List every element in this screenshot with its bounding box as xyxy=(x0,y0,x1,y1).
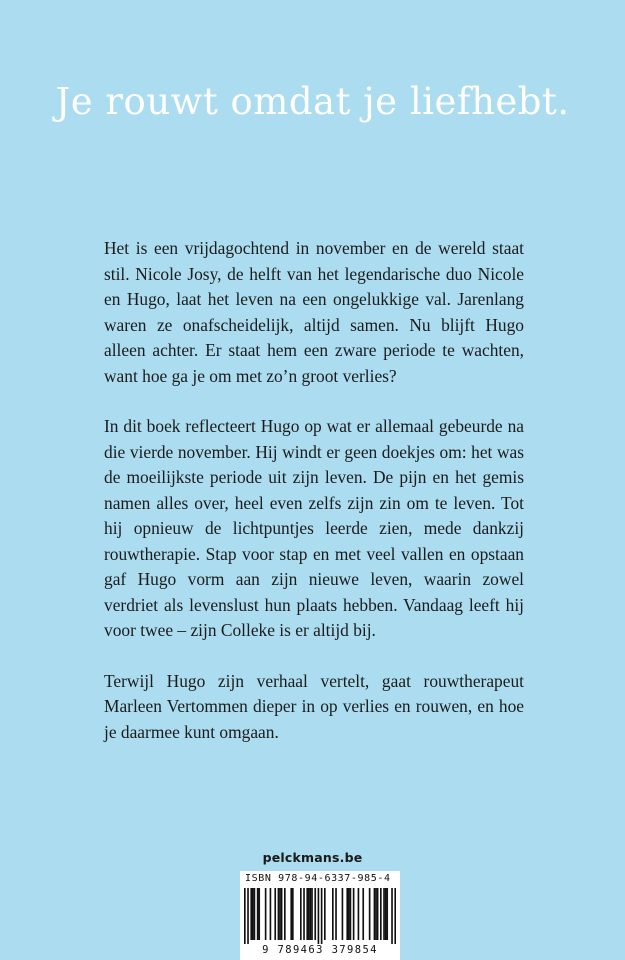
barcode-bar xyxy=(274,888,276,940)
headline: Je rouwt omdat je liefhebt. xyxy=(55,80,570,123)
barcode-bar xyxy=(386,888,388,940)
barcode-bar xyxy=(270,888,272,940)
barcode-bar xyxy=(281,888,283,940)
barcode-icon xyxy=(244,888,396,944)
barcode-bar xyxy=(362,888,364,940)
barcode-bar xyxy=(252,888,254,940)
barcode-bar xyxy=(369,888,371,940)
barcode-bar xyxy=(279,888,281,940)
barcode-bar xyxy=(278,888,280,940)
barcode-bar xyxy=(391,888,393,944)
barcode-bar xyxy=(284,888,286,940)
barcode-bar xyxy=(254,888,256,940)
barcode-bar xyxy=(380,888,382,940)
barcode-bar xyxy=(244,888,246,944)
barcode-bar xyxy=(303,888,305,940)
barcode-bar xyxy=(306,888,308,940)
barcode-bar xyxy=(374,888,376,940)
blurb-paragraph-3: Terwijl Hugo zijn verhaal vertelt, gaat rouwtherapeut Marleen Vertommen dieper in op verlies en rouwen, en hoe je daarmee kunt omgaan. xyxy=(104,670,524,742)
barcode-bar xyxy=(335,888,337,940)
barcode-bar xyxy=(394,888,396,944)
barcode-bar xyxy=(308,888,310,940)
barcode-bar xyxy=(314,888,316,940)
publisher-url: pelckmans.be xyxy=(262,850,363,865)
barcode-bar xyxy=(250,888,252,940)
barcode-bar xyxy=(258,888,260,940)
barcode-bar xyxy=(292,888,294,940)
barcode-bar xyxy=(310,888,312,940)
barcode-bar xyxy=(300,888,302,940)
barcode-bar xyxy=(318,888,320,944)
barcode-bar xyxy=(257,888,259,940)
barcode-bar xyxy=(348,888,350,940)
barcode-bar xyxy=(350,888,352,940)
barcode-bar xyxy=(265,888,267,940)
barcode-bar xyxy=(346,888,348,940)
blurb-text xyxy=(104,236,524,745)
barcode-bar xyxy=(247,888,249,944)
barcode-bar xyxy=(342,888,344,940)
barcode-bar xyxy=(311,888,313,940)
blurb-paragraph-1: Het is een vrijdagochtend in november en de wereld staat stil. Nicole Josy, de helft van het legendarische duo Nicole en Hugo, laat het leven na een ongelukkige val. Jarenlang waren ze onafscheidelijk, altijd samen. Nu blijft Hugo alleen achter. Er staat hem een zware periode te wachten, want hoe ga je om met zo’n groot verlies? xyxy=(104,238,524,386)
barcode-bar xyxy=(324,888,326,940)
barcode-bar xyxy=(377,888,379,940)
blurb-paragraph-2: In dit boek reflecteert Hugo op wat er allemaal gebeurde na die vierde november. Hij windt er geen doekjes om: het was de moeilijkste periode uit zijn leven. De pijn en het gemis namen alles over, heel even zelfs zijn zin om te leven. Tot hij opnieuw de lichtpuntjes leerde zien, mede dankzij rouwtherapie. Stap voor stap en met veel vallen en opstaan gaf Hugo vorm aan zijn nieuwe leven, waarin zowel verdriet als levenslust hun plaats hebben. Vandaag leeft hij voor twee – zijn Colleke is er altijd bij. xyxy=(104,416,524,640)
barcode-bar xyxy=(358,888,360,940)
barcode-bar xyxy=(375,888,377,940)
isbn-number: ISBN 978-94-6337-985-4 xyxy=(245,873,391,884)
barcode-digits: 9 789463 379854 xyxy=(262,944,378,956)
barcode-bar xyxy=(383,888,385,940)
barcode-label xyxy=(240,871,400,960)
barcode-bar xyxy=(290,888,292,940)
barcode-bar xyxy=(385,888,387,940)
barcode-bar xyxy=(353,888,355,940)
barcode-bar xyxy=(321,888,323,944)
barcode-bar xyxy=(332,888,334,940)
